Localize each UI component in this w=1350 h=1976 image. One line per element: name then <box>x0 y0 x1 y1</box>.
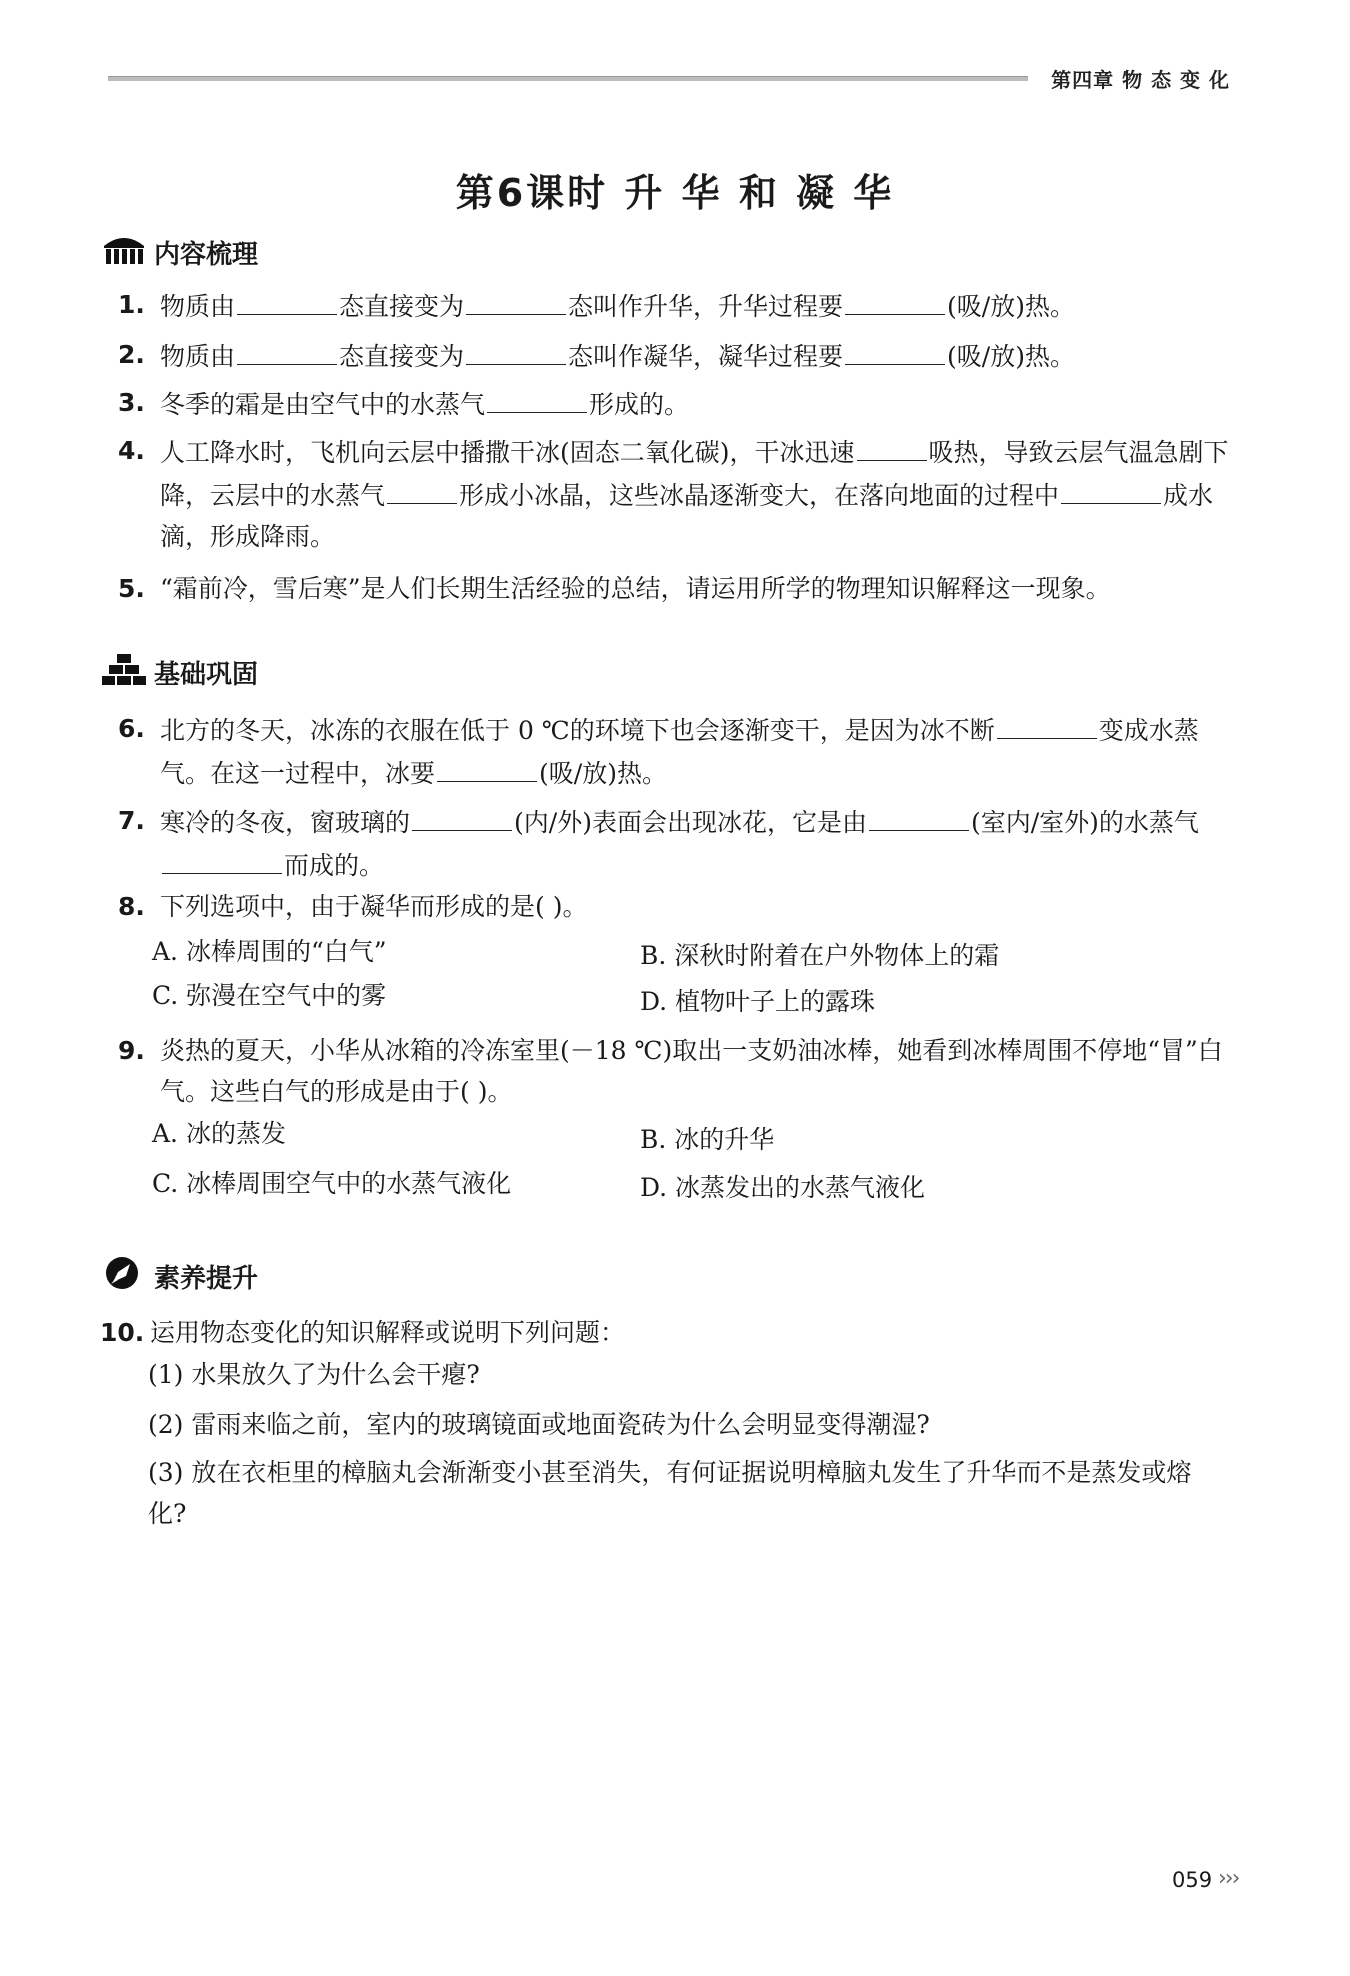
answer-blank[interactable] <box>237 334 337 365</box>
question-text: 物质由 <box>160 292 236 321</box>
question-number: 4. <box>118 436 145 465</box>
question-text: 冬季的霜是由空气中的水蒸气 <box>160 390 486 419</box>
question-text: 变成水蒸气。在这一过程中，冰要 <box>160 716 1199 788</box>
question-text: 态直接变为 <box>339 292 465 321</box>
option-a[interactable]: A. 冰的蒸发 <box>152 1119 286 1148</box>
answer-blank[interactable] <box>466 334 566 365</box>
question-number: 6. <box>118 714 145 743</box>
option-c[interactable]: C. 冰棒周围空气中的水蒸气液化 <box>152 1169 512 1198</box>
question-9 <box>118 1030 1233 1112</box>
option-a[interactable]: A. 冰棒周围的“白气” <box>152 937 387 966</box>
columns-icon <box>102 232 146 273</box>
question-text: 态直接变为 <box>339 342 465 371</box>
question-text: (室内/室外)的水蒸气 <box>970 808 1199 837</box>
question-text: 寒冷的冬夜，窗玻璃的 <box>160 808 411 837</box>
section-label: 素养提升 <box>154 1264 259 1294</box>
answer-blank[interactable] <box>997 708 1097 739</box>
answer-blank[interactable] <box>162 843 282 874</box>
question-text: (内/外)表面会出现冰花，它是由 <box>514 808 867 837</box>
option-c[interactable]: C. 弥漫在空气中的雾 <box>152 981 387 1010</box>
question-text: 而成的。 <box>284 851 385 880</box>
page-number: 059 <box>1172 1868 1213 1892</box>
question-text: 炎热的夏天，小华从冰箱的冷冻室里(－18 ℃)取出一支奶油冰棒，她看到冰棒周围不停地“冒”白气。这些白气的形成是由于( )。 <box>160 1036 1223 1106</box>
question-text: (吸/放)热。 <box>539 759 667 788</box>
question-number: 9. <box>118 1036 145 1065</box>
rocket-icon <box>102 1256 146 1297</box>
sub-question-2: (2) 雷雨来临之前，室内的玻璃镜面或地面瓷砖为什么会明显变得潮湿? <box>148 1410 930 1439</box>
question-number: 10. <box>100 1318 145 1347</box>
question-4 <box>118 430 1233 557</box>
bricks-icon <box>102 652 146 693</box>
page-title: 第6课时 升 华 和 凝 华 <box>455 171 895 215</box>
question-text: 形成小冰晶，这些冰晶逐渐变大，在落向地面的过程中 <box>459 481 1060 510</box>
answer-blank[interactable] <box>487 382 587 413</box>
section-heading-advanced <box>102 1256 258 1297</box>
answer-blank[interactable] <box>857 430 927 461</box>
question-text: 态叫作凝华，凝华过程要 <box>568 342 844 371</box>
question-number: 1. <box>118 290 145 319</box>
sub-question-3: (3) 放在衣柜里的樟脑丸会渐渐变小甚至消失，有何证据说明樟脑丸发生了升华而不是蒸发或熔化? <box>148 1458 1192 1528</box>
question-text: 吸热，导致云层气温急剧下降，云层中的水蒸气 <box>160 438 1229 510</box>
section-label: 内容梳理 <box>154 240 259 270</box>
answer-blank[interactable] <box>237 284 337 315</box>
question-8 <box>118 886 1233 927</box>
section-label: 基础巩固 <box>154 660 259 690</box>
question-text: 形成的。 <box>589 390 690 419</box>
answer-blank[interactable] <box>466 284 566 315</box>
answer-blank[interactable] <box>387 473 457 504</box>
question-2 <box>118 334 1233 377</box>
question-number: 8. <box>118 892 145 921</box>
section-heading-content-review <box>102 232 258 273</box>
answer-blank[interactable] <box>845 284 945 315</box>
question-number: 3. <box>118 388 145 417</box>
question-text: 态叫作升华，升华过程要 <box>568 292 844 321</box>
question-10 <box>100 1312 1240 1353</box>
question-3 <box>118 382 1233 425</box>
answer-blank[interactable] <box>869 800 969 831</box>
option-d[interactable]: D. 植物叶子上的露珠 <box>640 987 876 1016</box>
question-7 <box>118 800 1233 886</box>
question-6 <box>118 708 1233 794</box>
question-number: 2. <box>118 340 145 369</box>
answer-blank[interactable] <box>1061 473 1161 504</box>
answer-blank[interactable] <box>412 800 512 831</box>
question-text: 成水滴，形成降雨。 <box>160 481 1214 551</box>
question-text: 下列选项中，由于凝华而形成的是( )。 <box>160 892 588 921</box>
question-1 <box>118 284 1233 327</box>
question-text: “霜前冷，雪后寒”是人们长期生活经验的总结，请运用所学的物理知识解释这一现象。 <box>160 574 1111 603</box>
question-text: 运用物态变化的知识解释或说明下列问题： <box>150 1318 626 1347</box>
question-text: (吸/放)热。 <box>947 292 1075 321</box>
question-number: 7. <box>118 806 145 835</box>
question-5 <box>118 568 1233 609</box>
chevrons-icon: ››› <box>1218 1866 1239 1891</box>
question-text: 物质由 <box>160 342 236 371</box>
question-text: 人工降水时，飞机向云层中播撒干冰(固态二氧化碳)，干冰迅速 <box>160 438 855 467</box>
header-rule <box>108 76 1028 81</box>
chapter-header: 第四章 物 态 变 化 <box>1051 68 1230 92</box>
question-text: (吸/放)热。 <box>947 342 1075 371</box>
question-number: 5. <box>118 574 145 603</box>
option-d[interactable]: D. 冰蒸发出的水蒸气液化 <box>640 1173 926 1202</box>
answer-blank[interactable] <box>437 751 537 782</box>
option-b[interactable]: B. 冰的升华 <box>640 1125 775 1154</box>
option-b[interactable]: B. 深秋时附着在户外物体上的霜 <box>640 941 1000 970</box>
section-heading-basic-practice <box>102 652 258 693</box>
question-text: 北方的冬天，冰冻的衣服在低于 0 ℃的环境下也会逐渐变干，是因为冰不断 <box>160 716 995 745</box>
answer-blank[interactable] <box>845 334 945 365</box>
sub-question-1: (1) 水果放久了为什么会干瘪? <box>148 1360 480 1389</box>
